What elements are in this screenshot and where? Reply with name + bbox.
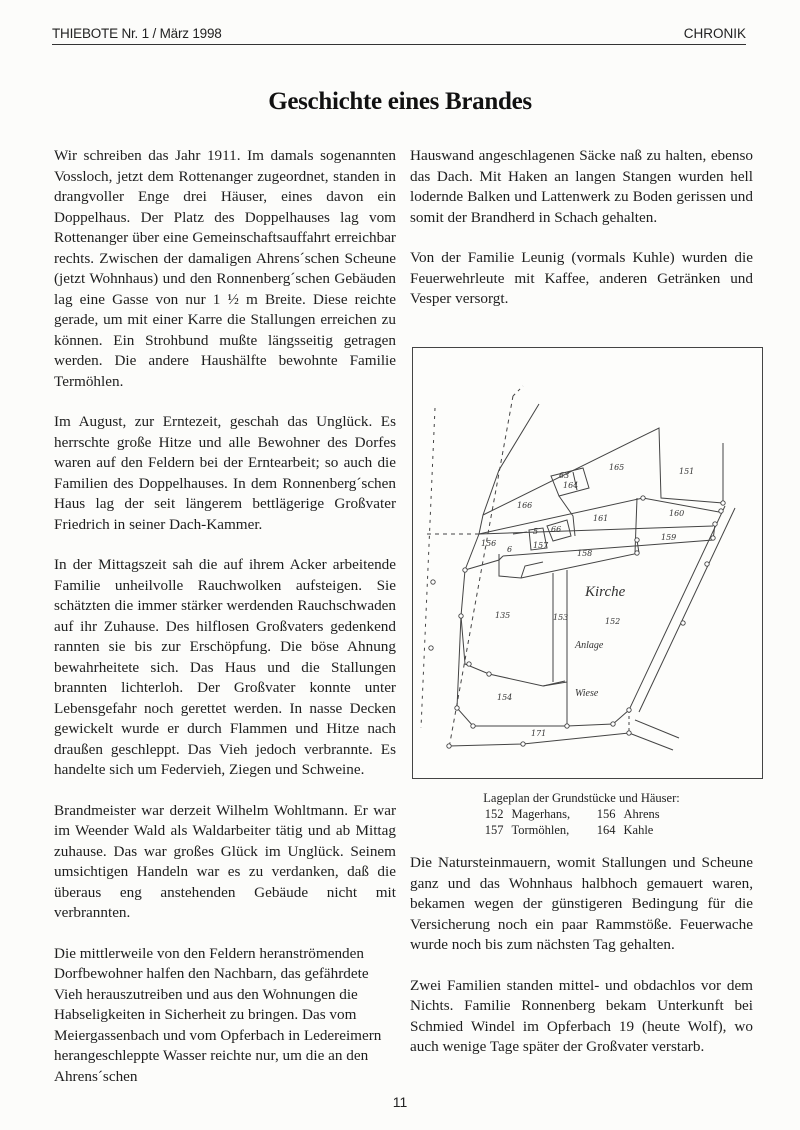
running-header <box>52 26 746 45</box>
parcel-160: 160 <box>669 509 685 518</box>
parcel-151: 151 <box>679 467 695 476</box>
site-plan-figure <box>412 347 763 779</box>
caption-name: Tormöhlen, <box>511 823 570 837</box>
paragraph: In der Mittagszeit sah die auf ihrem Acker arbeitende Familie unheilvolle Rauchwolken aufsteigen. Sie schätzten die immer stärker werdenden Rauchschwaden auf ihr Zuhause. Des hilflosen Großvaters gedenkend rannten sie bis zur Erschöpfung. Die böse Ahnung bewahrheitete sich. Das Haus und die Stallungen brannten lichterloh. Der Großvater konnte unter Lebensgefahr noch gerettet werden. In nasse Decken gewickelt wurde er durch Flammen und Hitze nach draußen geschleppt. Das Vieh jedoch verbrannte. Es handelte sich um Federvieh, Ziegen und Schweine. <box>54 556 396 778</box>
caption-name: Kahle <box>623 823 654 837</box>
building-66: 66 <box>551 525 562 534</box>
figure-caption <box>410 790 753 838</box>
parcel-166: 166 <box>517 501 533 510</box>
parcel-157: 157 <box>533 541 549 550</box>
parcel-164: 164 <box>563 481 579 490</box>
label-anlage: Anlage <box>575 640 604 651</box>
paragraph: Von der Familie Leunig (vormals Kuhle) wurden die Feuerwehrleute mit Kaffee, anderen Getränken und Vesper versorgt. <box>410 249 753 307</box>
building-6: 6 <box>507 545 513 554</box>
caption-row <box>410 822 753 838</box>
parcel-171: 171 <box>531 729 547 738</box>
caption-number: 164 <box>596 823 616 837</box>
caption-number: 156 <box>596 807 616 821</box>
building-5: 5 <box>533 527 539 536</box>
caption-number: 157 <box>484 823 504 837</box>
parcel-152: 152 <box>605 617 621 626</box>
caption-name: Ahrens <box>623 807 660 821</box>
paragraph: Im August, zur Erntezeit, geschah das Unglück. Es herrschte große Hitze und alle Bewohner des Dorfes waren auf den Feldern bei der Erntearbeit; so auch die Familien des Doppelhauses. In dem Ronnenberg´schen Haus lag der seit längerem bettlägerige Großvater Friedrich in seiner Dach-Kammer. <box>54 413 396 533</box>
parcel-153: 153 <box>553 613 569 622</box>
paragraph: Die Natursteinmauern, womit Stallungen und Scheune ganz und das Wohnhaus halbhoch gemauert waren, bekamen wegen der günstigeren Bedingung für die Versicherung noch ein paar Rammstöße. Feuerwache wurde noch bis zum nächsten Tag gehalten. <box>410 854 753 953</box>
right-column-bottom <box>410 853 753 1058</box>
parcel-156: 156 <box>481 539 497 548</box>
page-number: 11 <box>392 1094 408 1110</box>
parcel-154: 154 <box>497 693 513 702</box>
paragraph: Brandmeister war derzeit Wilhelm Wohltmann. Er war im Weender Wald als Waldarbeiter tätig und ab Mittag zuhause. Das war großes Glück im Unglück. Seinem umsichtigen Handeln war es zu verdanken, daß die überaus eng anstehenden Gebäude nicht mit verbrannten. <box>54 801 396 921</box>
paragraph: Die mittlerweile von den Feldern heranströmenden Dorfbewohner halfen den Nachbarn, das gefährdete Vieh herauszutreiben und aus den Wohnungen die Habseligkeiten in Sicherheit zu bringen. Das vom Meiergassenbach und vom Opferbach in Ledereimern herangeschleppte Wasser reichte nur, um die an den Ahrens´schen <box>54 944 382 1085</box>
article-title: Geschichte eines Brandes <box>268 88 532 115</box>
caption-row <box>410 806 753 822</box>
building-63: 63 <box>559 471 570 480</box>
label-kirche: Kirche <box>585 584 626 600</box>
parcel-135: 135 <box>495 611 511 620</box>
paragraph: Zwei Familien standen mittel- und obdachlos vor dem Nichts. Familie Ronnenberg bekam Unterkunft bei Schmied Windel im Opferbach 19 (heute Wolf), wo auch wenige Tage später der Großvater verstarb. <box>410 976 753 1055</box>
parcel-158: 158 <box>577 549 593 558</box>
parcel-161: 161 <box>593 514 609 523</box>
caption-name: Magerhans, <box>511 807 571 821</box>
parcel-165: 165 <box>609 463 625 472</box>
label-wiese: Wiese <box>575 688 599 699</box>
parcel-159: 159 <box>661 533 677 542</box>
caption-number: 152 <box>484 807 504 821</box>
section-label: CHRONIK <box>683 26 746 41</box>
caption-title: Lageplan der Grundstücke und Häuser: <box>483 791 680 805</box>
left-column <box>54 146 396 1087</box>
paragraph: Wir schreiben das Jahr 1911. Im damals sogenannten Vossloch, jetzt dem Rottenanger zugeordnet, standen in drangvoller Enge drei Häuser, eines davon ein Doppelhaus. Der Platz des Doppelhauses lag vom Rottenanger über eine Gemeinschaftsauffahrt erreichbar rechts. Zwischen der damaligen Ahrens´schen Scheune (jetzt Wohnhaus) und den Ronnenberg´schen Gebäuden lag eine Gasse von nur 1 ½ m Breite. Diese reichte gerade, um mit einer Karre die Stallungen erreichen zu können. Ein Strohbund mußte längsseitig getragen werden. Die andere Haushälfte bewohnte Familie Termöhlen. <box>54 147 396 390</box>
site-plan-map <box>413 348 762 778</box>
publication-info: THIEBOTE Nr. 1 / März 1998 <box>52 26 222 41</box>
paragraph: Hauswand angeschlagenen Säcke naß zu halten, ebenso das Dach. Mit Haken an langen Stangen wurden hell lodernde Balken und Lattenwerk zu Boden gerissen und somit der Brandherd in Schach gehalten. <box>410 147 753 226</box>
right-column-top <box>410 146 753 310</box>
